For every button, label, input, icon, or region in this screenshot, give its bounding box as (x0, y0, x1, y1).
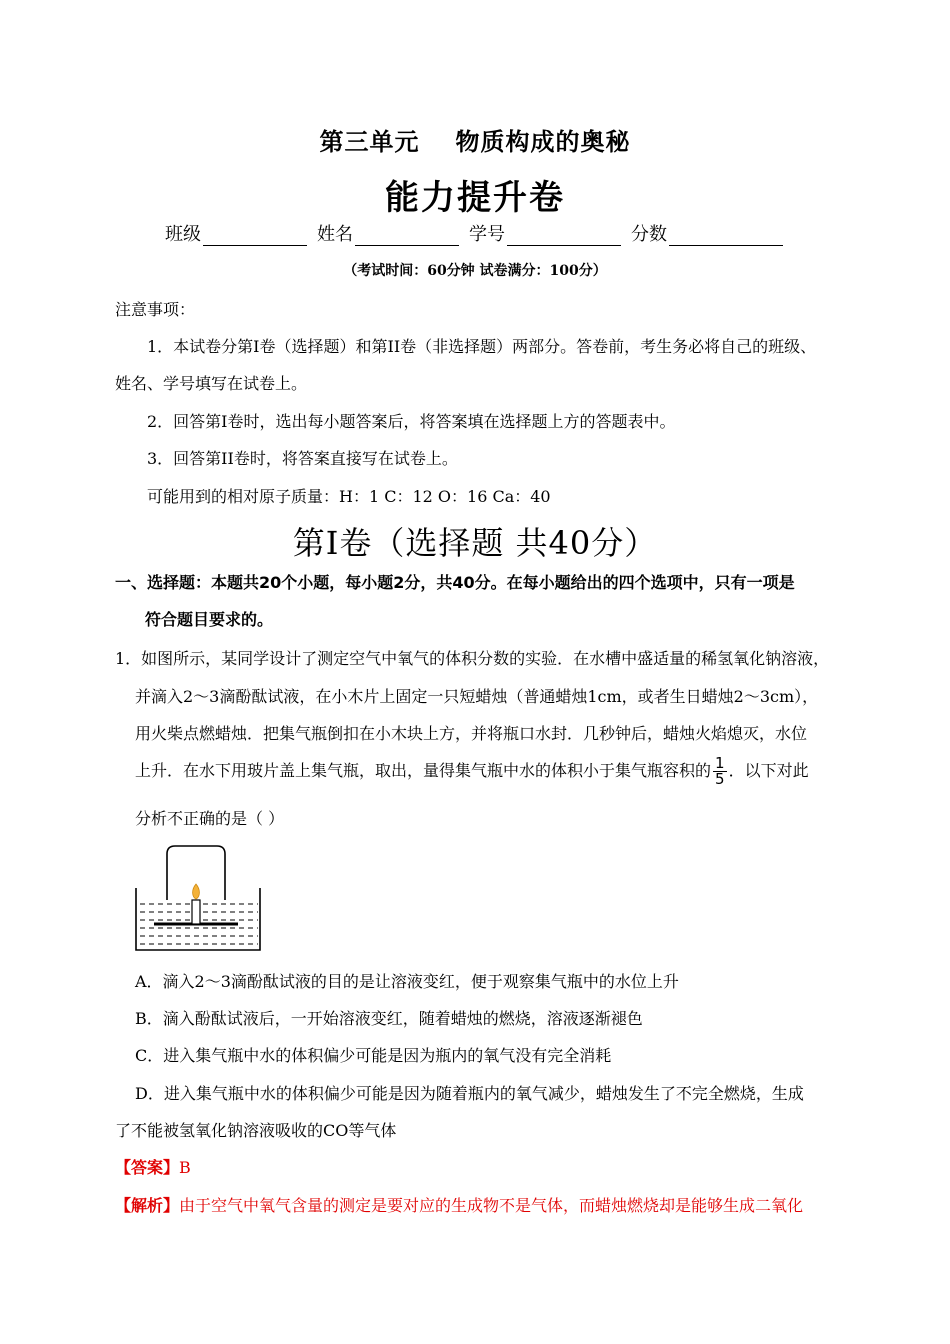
answer-label: 【答案】 (115, 1158, 180, 1177)
candle-flame-icon (193, 884, 200, 899)
option-a[interactable]: A．滴入2～3滴酚酞试液的目的是让溶液变红，便于观察集气瓶中的水位上升 (135, 972, 679, 991)
student-id-blank[interactable] (507, 227, 621, 246)
question-1-line-2: 并滴入2～3滴酚酞试液，在小木片上固定一只短蜡烛（普通蜡烛1cm，或者生日蜡烛2～3cm）， (135, 687, 819, 706)
class-field[interactable] (165, 220, 307, 246)
option-b[interactable]: B．滴入酚酞试液后，一开始溶液变红，随着蜡烛的燃烧，溶液逐渐褪色 (135, 1009, 643, 1028)
page-title: 能力提升卷 (385, 178, 565, 218)
question-1-line-5: 分析不正确的是（ ） (135, 809, 285, 828)
name-field[interactable] (317, 220, 459, 246)
name-label: 姓名 (317, 224, 353, 245)
score-blank[interactable] (669, 227, 783, 246)
section-instruction-cont: 符合题目要求的。 (145, 610, 274, 629)
note-item-2: 2．回答第I卷时，选出每小题答案后，将答案填在选择题上方的答题表中。 (147, 412, 676, 431)
question-1-line-1: 1．如图所示，某同学设计了测定空气中氧气的体积分数的实验．在水槽中盛适量的稀氢氧化钠溶液， (115, 649, 830, 668)
question-1-line-4 (135, 756, 809, 787)
class-blank[interactable] (203, 227, 307, 246)
student-id-field[interactable] (469, 220, 621, 246)
fraction-denominator: 5 (715, 770, 725, 788)
exam-meta: （考试时间：60分钟 试卷满分：100分） (343, 263, 607, 279)
question-1-line-3: 用火柴点燃蜡烛．把集气瓶倒扣在小木块上方，并将瓶口水封．几秒钟后，蜡烛火焰熄灭，水位 (135, 724, 808, 743)
candle (192, 900, 200, 924)
question-1-line-4-text: 上升．在水下用玻片盖上集气瓶，取出，量得集气瓶中水的体积小于集气瓶容积的 (135, 761, 712, 780)
answer-value: B (179, 1158, 191, 1177)
atomic-mass-note: 可能用到的相对原子质量：H：1 C：12 O：16 Ca：40 (147, 487, 551, 506)
note-item-1: 1．本试卷分第I卷（选择题）和第II卷（非选择题）两部分。答卷前，考生务必将自己的班级、 (147, 337, 817, 356)
note-item-3: 3．回答第II卷时，将答案直接写在试卷上。 (147, 449, 458, 468)
student-info-row (165, 220, 793, 246)
fraction-numerator: 1 (715, 754, 725, 772)
option-d[interactable]: D．进入集气瓶中水的体积偏少可能是因为随着瓶内的氧气减少，蜡烛发生了不完全燃烧，生成 (135, 1084, 804, 1103)
option-c[interactable]: C．进入集气瓶中水的体积偏少可能是因为瓶内的氧气没有完全消耗 (135, 1046, 612, 1065)
note-item-1-cont: 姓名、学号填写在试卷上。 (115, 374, 308, 393)
answer-row (115, 1155, 191, 1178)
notes-heading: 注意事项： (115, 300, 196, 319)
section-title: 第I卷（选择题 共40分） (292, 524, 658, 562)
score-field[interactable] (631, 220, 783, 246)
section-instruction: 一、选择题：本题共20个小题，每小题2分，共40分。在每小题给出的四个选项中，只有一项是 (115, 573, 795, 592)
analysis-text: 由于空气中氧气含量的测定是要对应的生成物不是气体，而蜡烛燃烧却是能够生成二氧化 (179, 1196, 804, 1215)
score-label: 分数 (631, 224, 667, 245)
experiment-diagram (134, 844, 264, 954)
analysis-label: 【解析】 (115, 1196, 180, 1215)
fraction-one-fifth (713, 756, 727, 787)
name-blank[interactable] (355, 227, 459, 246)
option-d-cont: 了不能被氢氧化钠溶液吸收的CO等气体 (115, 1121, 397, 1140)
unit-number: 第三单元 (319, 128, 420, 156)
unit-title (0, 122, 950, 157)
class-label: 班级 (165, 224, 201, 245)
question-1-line-4-tail: ．以下对此 (728, 761, 809, 780)
student-id-label: 学号 (469, 224, 505, 245)
unit-topic: 物质构成的奥秘 (455, 128, 631, 156)
analysis-row (115, 1193, 803, 1216)
